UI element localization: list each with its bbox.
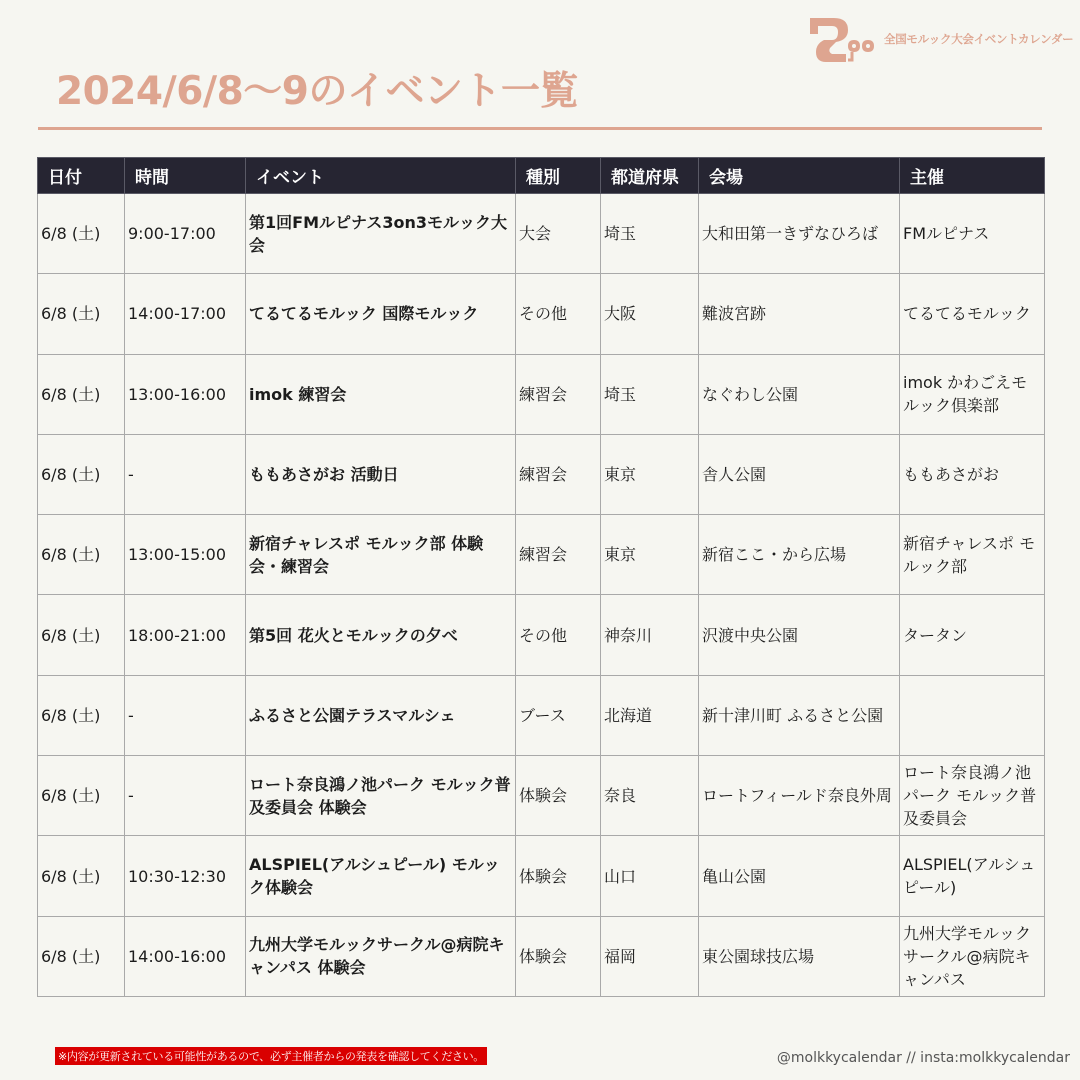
logo-mark-icon <box>808 16 880 64</box>
cell-prefecture: 北海道 <box>601 675 699 755</box>
cell-prefecture: 東京 <box>601 515 699 595</box>
header-time: 時間 <box>125 158 246 194</box>
cell-type: 練習会 <box>516 434 601 514</box>
cell-time: 13:00-16:00 <box>125 354 246 434</box>
cell-type: 体験会 <box>516 836 601 916</box>
cell-organizer: FMルピナス <box>900 194 1045 274</box>
cell-prefecture: 東京 <box>601 434 699 514</box>
cell-date: 6/8 (土) <box>38 434 125 514</box>
table-row <box>38 595 1045 675</box>
cell-type: ブース <box>516 675 601 755</box>
social-handles: @molkkycalendar // insta:molkkycalendar <box>776 1050 1070 1066</box>
brand-logo <box>808 16 1074 64</box>
cell-prefecture: 奈良 <box>601 756 699 836</box>
table-row <box>38 836 1045 916</box>
table-row <box>38 434 1045 514</box>
cell-organizer: ロート奈良鴻ノ池パーク モルック普及委員会 <box>900 756 1045 836</box>
header-type: 種別 <box>516 158 601 194</box>
cell-organizer: 新宿チャレスポ モルック部 <box>900 515 1045 595</box>
cell-prefecture: 埼玉 <box>601 194 699 274</box>
cell-venue: 亀山公園 <box>699 836 900 916</box>
table-row <box>38 916 1045 996</box>
cell-time: 10:30-12:30 <box>125 836 246 916</box>
cell-time: 18:00-21:00 <box>125 595 246 675</box>
cell-date: 6/8 (土) <box>38 515 125 595</box>
cell-date: 6/8 (土) <box>38 274 125 354</box>
cell-venue: 大和田第一きずなひろば <box>699 194 900 274</box>
header-organizer: 主催 <box>900 158 1045 194</box>
table-header-row <box>38 158 1045 194</box>
cell-type: 体験会 <box>516 756 601 836</box>
update-notice: ※内容が更新されている可能性があるので、必ず主催者からの発表を確認してください。 <box>55 1047 487 1065</box>
cell-organizer: ALSPIEL(アルシュピール) <box>900 836 1045 916</box>
cell-prefecture: 福岡 <box>601 916 699 996</box>
cell-venue: なぐわし公園 <box>699 354 900 434</box>
cell-event: ALSPIEL(アルシュピール) モルック体験会 <box>246 836 516 916</box>
header-venue: 会場 <box>699 158 900 194</box>
cell-event: ももあさがお 活動日 <box>246 434 516 514</box>
cell-organizer: タータン <box>900 595 1045 675</box>
cell-time: 9:00-17:00 <box>125 194 246 274</box>
cell-venue: 舎人公園 <box>699 434 900 514</box>
cell-type: 練習会 <box>516 354 601 434</box>
header-date: 日付 <box>38 158 125 194</box>
cell-date: 6/8 (土) <box>38 916 125 996</box>
cell-organizer: てるてるモルック <box>900 274 1045 354</box>
cell-venue: 東公園球技広場 <box>699 916 900 996</box>
cell-organizer <box>900 675 1045 755</box>
brand-name: 全国モルック大会イベントカレンダー <box>884 32 1074 46</box>
cell-time: - <box>125 675 246 755</box>
cell-organizer: ももあさがお <box>900 434 1045 514</box>
cell-event: ふるさと公園テラスマルシェ <box>246 675 516 755</box>
cell-type: 体験会 <box>516 916 601 996</box>
cell-type: 練習会 <box>516 515 601 595</box>
cell-time: 14:00-16:00 <box>125 916 246 996</box>
header-prefecture: 都道府県 <box>601 158 699 194</box>
page-title: 2024/6/8～9のイベント一覧 <box>56 69 578 114</box>
cell-type: 大会 <box>516 194 601 274</box>
table-row <box>38 675 1045 755</box>
cell-event: 第1回FMルピナス3on3モルック大会 <box>246 194 516 274</box>
cell-event: 九州大学モルックサークル@病院キャンパス 体験会 <box>246 916 516 996</box>
cell-event: 新宿チャレスポ モルック部 体験会・練習会 <box>246 515 516 595</box>
cell-prefecture: 大阪 <box>601 274 699 354</box>
cell-type: その他 <box>516 595 601 675</box>
cell-time: 14:00-17:00 <box>125 274 246 354</box>
cell-prefecture: 山口 <box>601 836 699 916</box>
events-table <box>37 157 1045 997</box>
title-divider <box>38 127 1042 130</box>
cell-date: 6/8 (土) <box>38 354 125 434</box>
header-event: イベント <box>246 158 516 194</box>
cell-type: その他 <box>516 274 601 354</box>
cell-time: - <box>125 434 246 514</box>
cell-venue: 新宿ここ・から広場 <box>699 515 900 595</box>
cell-prefecture: 埼玉 <box>601 354 699 434</box>
cell-event: てるてるモルック 国際モルック <box>246 274 516 354</box>
table-row <box>38 756 1045 836</box>
cell-venue: 沢渡中央公園 <box>699 595 900 675</box>
cell-venue: 新十津川町 ふるさと公園 <box>699 675 900 755</box>
table-row <box>38 515 1045 595</box>
cell-venue: 難波宮跡 <box>699 274 900 354</box>
cell-organizer: imok かわごえモルック倶楽部 <box>900 354 1045 434</box>
cell-date: 6/8 (土) <box>38 675 125 755</box>
table-row <box>38 354 1045 434</box>
cell-event: ロート奈良鴻ノ池パーク モルック普及委員会 体験会 <box>246 756 516 836</box>
cell-event: 第5回 花火とモルックの夕べ <box>246 595 516 675</box>
cell-date: 6/8 (土) <box>38 194 125 274</box>
cell-date: 6/8 (土) <box>38 836 125 916</box>
cell-date: 6/8 (土) <box>38 595 125 675</box>
cell-prefecture: 神奈川 <box>601 595 699 675</box>
cell-time: 13:00-15:00 <box>125 515 246 595</box>
cell-time: - <box>125 756 246 836</box>
cell-venue: ロートフィールド奈良外周 <box>699 756 900 836</box>
table-row <box>38 274 1045 354</box>
table-row <box>38 194 1045 274</box>
cell-organizer: 九州大学モルックサークル@病院キャンパス <box>900 916 1045 996</box>
cell-event: imok 練習会 <box>246 354 516 434</box>
cell-date: 6/8 (土) <box>38 756 125 836</box>
